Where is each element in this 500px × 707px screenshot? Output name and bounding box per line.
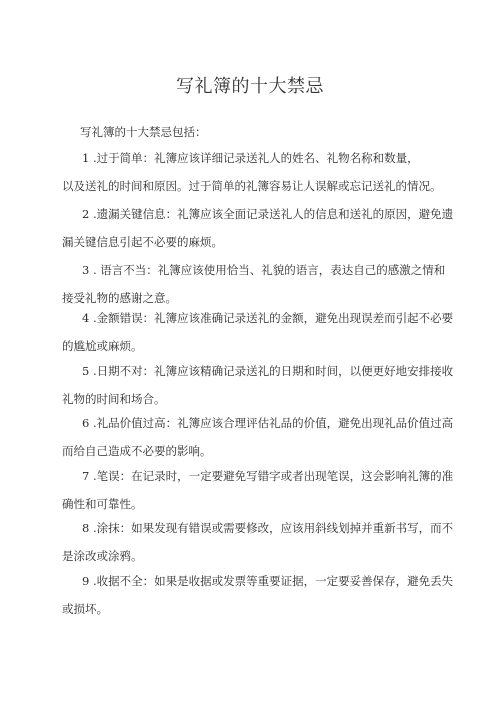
item-line: 8 .涂抹：如果发现有错误或需要修改，应该用斜线划掉并重新书写，而不 [82, 521, 454, 535]
item-line: 7 .笔误：在记录时，一定要避免写错字或者出现笔误，这会影响礼簿的准 [82, 469, 454, 483]
item-line: 而给自己造成不必要的影响。 [62, 444, 212, 458]
item-line: 4 .金额错误：礼簿应该准确记录送礼的金额，避免出现误差而引起不必要 [82, 311, 454, 325]
page-title: 写礼簿的十大禁忌 [176, 76, 324, 97]
list-item [62, 310, 454, 354]
item-line: 5 .日期不对：礼簿应该精确记录送礼的日期和时间，以便更好地安排接收 [82, 364, 454, 378]
intro-text: 写礼簿的十大禁忌包括： [80, 125, 207, 139]
list-item [62, 150, 447, 194]
list-item [62, 415, 454, 459]
item-line: 或损坏。 [62, 602, 108, 616]
item-line: 2 .遗漏关键信息：礼簿应该全面记录送礼人的信息和送礼的原因，避免遗 [82, 207, 454, 221]
item-line: 6 .礼品价值过高：礼簿应该合理评估礼品的价值，避免出现礼品价值过高 [82, 416, 454, 430]
item-line: 漏关键信息引起不必要的麻烦。 [62, 235, 223, 249]
list-item [62, 573, 454, 617]
list-item [62, 468, 454, 512]
item-line: 以及送礼的时间和原因。过于简单的礼簿容易让人误解或忘记送礼的情况。 [62, 179, 442, 193]
list-item [62, 206, 454, 250]
item-line: 是涂改或涂鸦。 [62, 549, 143, 563]
item-line: 接受礼物的感谢之意。 [62, 291, 177, 305]
item-line: 3 . 语言不当：礼簿应该使用恰当、礼貌的语言，表达自己的感激之情和 [82, 263, 446, 277]
list-item [62, 520, 454, 564]
item-line: 确性和可靠性。 [62, 497, 143, 511]
item-line: 1 .过于简单：礼簿应该详细记录送礼人的姓名、礼物名称和数量， [82, 151, 419, 165]
item-line: 礼物的时间和场合。 [62, 392, 166, 406]
list-item [62, 363, 454, 407]
item-line: 9 .收据不全：如果是收据或发票等重要证据，一定要妥善保存，避免丢失 [82, 574, 454, 588]
item-line: 的尴尬或麻烦。 [62, 339, 143, 353]
list-item [62, 262, 447, 306]
